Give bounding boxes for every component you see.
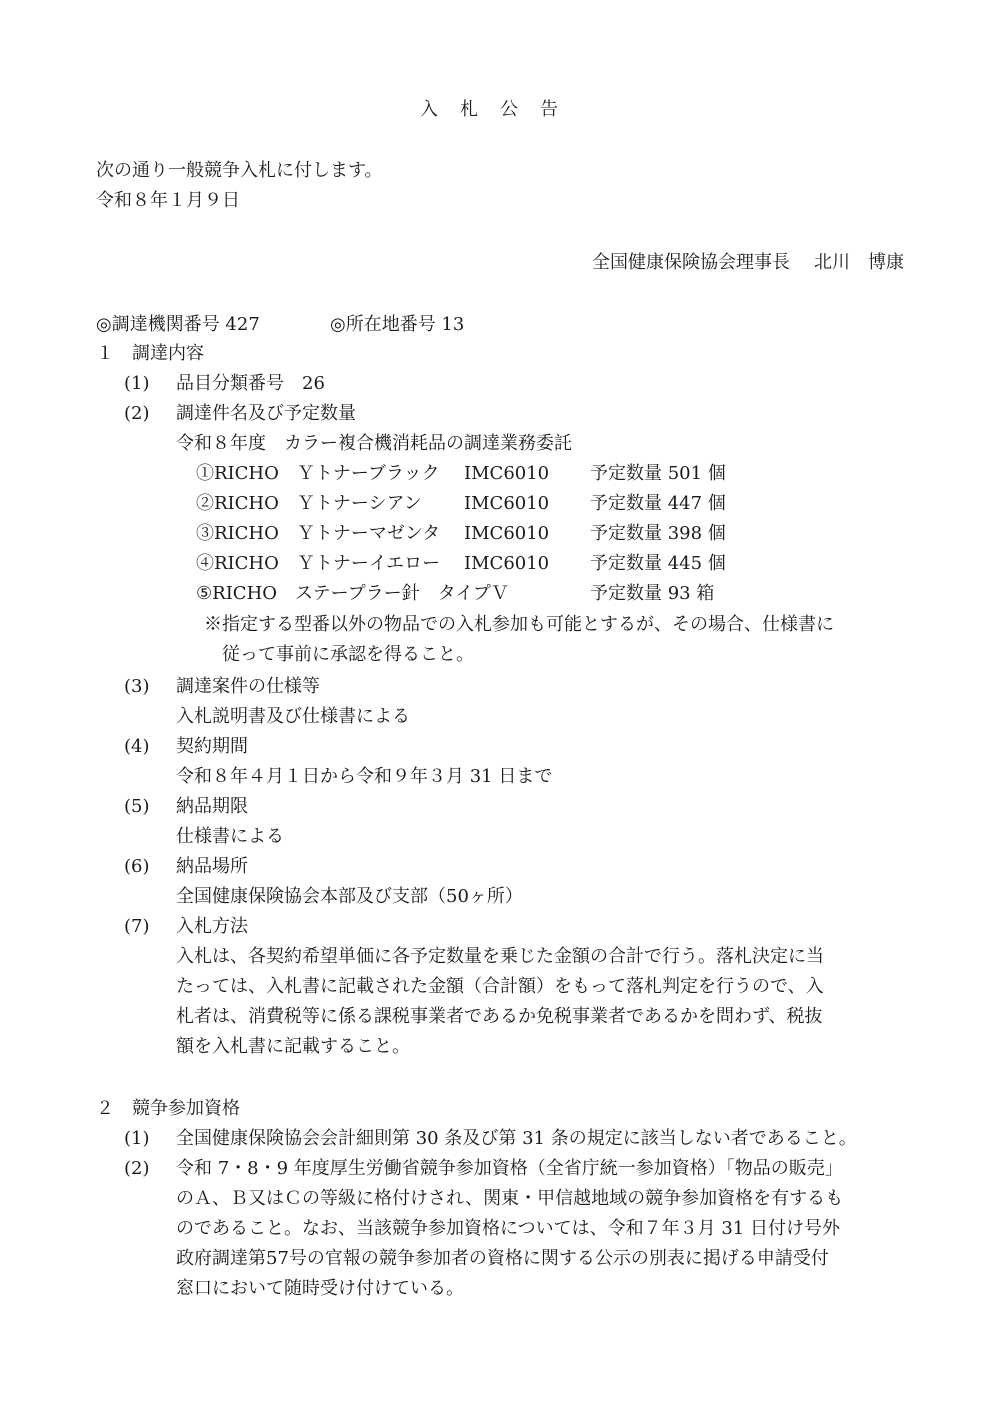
section-1-heading: １ 調達内容	[96, 343, 204, 364]
item-number: (7)	[124, 916, 150, 937]
item-label: 入札方法	[176, 916, 248, 937]
intro-statement: 次の通り一般競争入札に付します。	[96, 160, 383, 181]
procurement-agency-code: ◎調達機関番号 427	[96, 314, 260, 335]
product-name: ①RICHO Ｙトナーブラック	[196, 463, 440, 484]
item-label: 品目分類番号 26	[176, 373, 325, 394]
item-number: (2)	[124, 1158, 150, 1179]
product-model: IMC6010	[464, 553, 550, 574]
item-label: 契約期間	[176, 736, 248, 757]
delivery-place: 全国健康保険協会本部及び支部（50ヶ所）	[176, 886, 523, 907]
bid-method-line: 入札は、各契約希望単価に各予定数量を乗じた金額の合計で行う。落札決定に当	[176, 946, 824, 967]
product-model: IMC6010	[464, 493, 550, 514]
qualification-text: 窓口において随時受け付けている。	[176, 1278, 464, 1299]
qualification-text: のＡ、Ｂ又はＣの等級に格付けされ、関東・甲信越地域の競争参加資格を有するも	[176, 1188, 844, 1209]
product-quantity: 予定数量 398 個	[590, 523, 726, 544]
issuer	[592, 250, 904, 276]
issuer-name: 北川 博康	[814, 252, 904, 273]
procurement-subject: 令和８年度 カラー複合機消耗品の調達業務委託	[176, 433, 572, 454]
product-name: ③RICHO Ｙトナーマゼンタ	[196, 523, 441, 544]
item-number: (4)	[124, 736, 150, 757]
note-continued: 従って事前に承認を得ること。	[222, 644, 474, 665]
item-label: 調達案件の仕様等	[176, 676, 320, 697]
contract-period: 令和８年４月１日から令和９年３月 31 日まで	[176, 766, 553, 787]
item-number: (1)	[124, 1128, 150, 1149]
item-number: (5)	[124, 796, 150, 817]
item-number: (3)	[124, 676, 150, 697]
location-code: ◎所在地番号 13	[330, 314, 465, 335]
qualification-text: 政府調達第57号の官報の競争参加者の資格に関する公示の別表に掲げる申請受付	[176, 1248, 829, 1269]
item-label: 納品場所	[176, 856, 248, 877]
product-name: ⑤RICHO ステープラー針 タイプＶ	[196, 583, 509, 604]
product-name: ④RICHO Ｙトナーイエロー	[196, 553, 441, 574]
document-title: 入札公告	[420, 99, 580, 120]
product-quantity: 予定数量 445 個	[590, 553, 726, 574]
item-label: 調達件名及び予定数量	[176, 403, 356, 424]
bid-method-line: たっては、入札書に記載された金額（合計額）をもって落札判定を行うので、入	[176, 976, 824, 997]
item-number: (6)	[124, 856, 150, 877]
note: ※指定する型番以外の物品での入札参加も可能とするが、その場合、仕様書に	[204, 614, 834, 635]
product-name: ②RICHO Ｙトナーシアン	[196, 493, 422, 514]
product-quantity: 予定数量 447 個	[590, 493, 726, 514]
qualification-text: 令和 7・8・9 年度厚生労働省競争参加資格（全省庁統一参加資格）「物品の販売」	[176, 1158, 843, 1179]
product-quantity: 予定数量 501 個	[590, 463, 726, 484]
item-number: (1)	[124, 373, 150, 394]
bid-method-line: 札者は、消費税等に係る課税事業者であるか免税事業者であるかを問わず、税抜	[176, 1006, 823, 1027]
bid-method-line: 額を入札書に記載すること。	[176, 1036, 410, 1057]
product-model: IMC6010	[464, 463, 550, 484]
item-number: (2)	[124, 403, 150, 424]
qualification-text: 全国健康保険協会会計細則第 30 条及び第 31 条の規定に該当しない者であること。	[176, 1128, 857, 1149]
issue-date: 令和８年１月９日	[96, 190, 240, 211]
spec-text: 入札説明書及び仕様書による	[176, 706, 410, 727]
section-2-heading: ２ 競争参加資格	[96, 1098, 240, 1119]
product-model: IMC6010	[464, 523, 550, 544]
delivery-deadline: 仕様書による	[176, 826, 284, 847]
qualification-text: のであること。なお、当該競争参加資格については、令和７年３月 31 日付け号外	[176, 1218, 840, 1239]
product-quantity: 予定数量 93 箱	[590, 583, 715, 604]
item-label: 納品期限	[176, 796, 248, 817]
issuer-org: 全国健康保険協会理事長	[592, 252, 790, 273]
